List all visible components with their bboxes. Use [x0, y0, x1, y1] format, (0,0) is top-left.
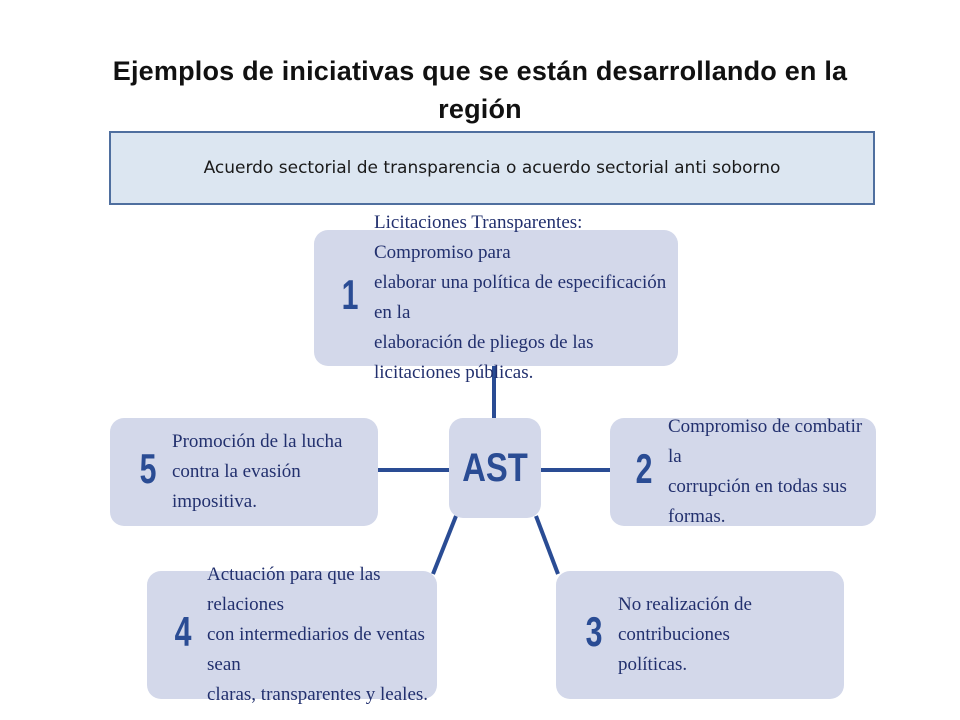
node-1-text: Licitaciones Transparentes: Compromiso para elaborar una política de especificación en la elaboración de pliegos de las licitaciones públicas. — [374, 212, 667, 383]
node-5-text: Promoción de la lucha contra la evasión impositiva. — [172, 431, 343, 512]
node-2-number: 2 — [635, 445, 653, 492]
slide-title-line-1: Ejemplos de iniciativas que se están desarrollando en la — [112, 56, 848, 86]
hub-node — [449, 418, 541, 518]
node-4-number: 4 — [174, 608, 192, 655]
node-4-text: Actuación para que las relaciones con intermediarios de ventas sean claras, transparentes y leales. — [207, 564, 429, 705]
node-2-text: Compromiso de combatir la corrupción en todas sus formas. — [668, 416, 863, 527]
node-2 — [610, 418, 876, 526]
connector-hub-to-node-3 — [536, 516, 558, 574]
node-5-number: 5 — [139, 445, 157, 492]
node-1 — [314, 212, 678, 383]
slide-title-line-2: región — [438, 94, 522, 124]
node-3-text: No realización de contribuciones políticas. — [618, 594, 752, 675]
hub-label: AST — [462, 445, 528, 490]
node-1-number: 1 — [341, 271, 359, 318]
node-4 — [147, 564, 437, 705]
node-3-number: 3 — [585, 608, 603, 655]
node-3 — [556, 571, 844, 699]
agreement-banner-text: Acuerdo sectorial de transparencia o acuerdo sectorial anti soborno — [203, 158, 781, 178]
node-5 — [110, 418, 378, 526]
